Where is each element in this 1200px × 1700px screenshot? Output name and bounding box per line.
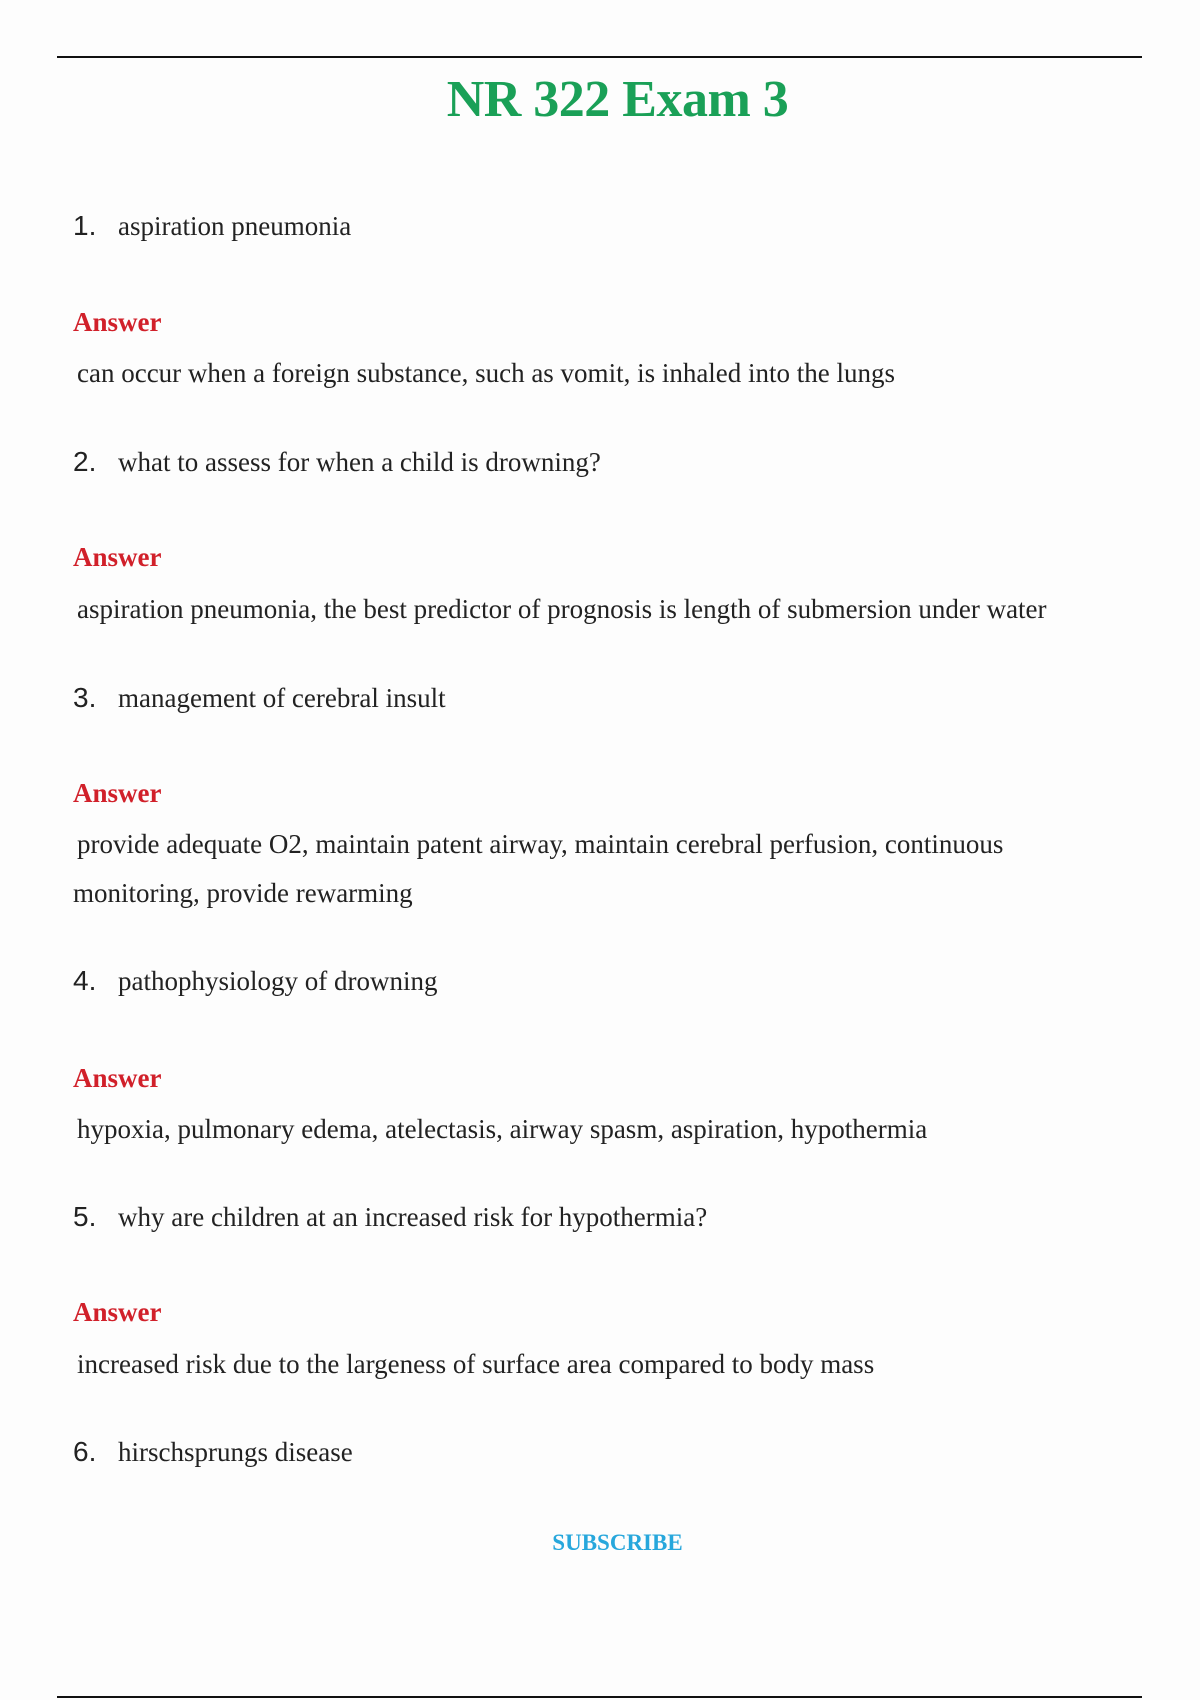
- answer-label-1: Answer: [73, 307, 162, 337]
- bottom-divider: [57, 1696, 1142, 1698]
- question-text: hirschsprungs disease: [118, 1436, 353, 1467]
- document-title: NR 322 Exam 3: [446, 71, 789, 128]
- top-divider: [57, 56, 1142, 58]
- question-text: pathophysiology of drowning: [118, 965, 438, 996]
- answer-text-4: hypoxia, pulmonary edema, atelectasis, airway spasm, aspiration, hypothermia: [77, 1114, 928, 1144]
- question-1: [73, 206, 351, 246]
- question-text: management of cerebral insult: [118, 682, 446, 713]
- question-4: [73, 961, 437, 1001]
- question-number: 3.: [73, 682, 97, 713]
- answer-label-5: Answer: [73, 1297, 162, 1327]
- question-2: [73, 442, 601, 482]
- question-number: 2.: [73, 446, 97, 477]
- question-number: 6.: [73, 1436, 97, 1467]
- answer-text-2: aspiration pneumonia, the best predictor of prognosis is length of submersion under water: [77, 594, 1047, 624]
- question-text: aspiration pneumonia: [118, 210, 352, 241]
- question-text: why are children at an increased risk for hypothermia?: [118, 1201, 708, 1232]
- answer-text-5: increased risk due to the largeness of surface area compared to body mass: [77, 1349, 875, 1379]
- answer-text-1: can occur when a foreign substance, such as vomit, is inhaled into the lungs: [77, 358, 896, 388]
- question-5: [73, 1197, 707, 1237]
- question-number: 4.: [73, 965, 97, 996]
- question-3: [73, 678, 446, 718]
- answer-label-4: Answer: [73, 1063, 162, 1093]
- answer-label-2: Answer: [73, 542, 162, 572]
- question-text: what to assess for when a child is drowning?: [118, 446, 601, 477]
- answer-text-3: provide adequate O2, maintain patent airway, maintain cerebral perfusion, continuous monitoring, provide rewarming: [73, 829, 1004, 908]
- answer-label-3: Answer: [73, 778, 162, 808]
- question-number: 5.: [73, 1201, 97, 1232]
- subscribe-link[interactable]: SUBSCRIBE: [552, 1530, 683, 1555]
- question-6: [73, 1432, 353, 1472]
- question-number: 1.: [73, 210, 97, 241]
